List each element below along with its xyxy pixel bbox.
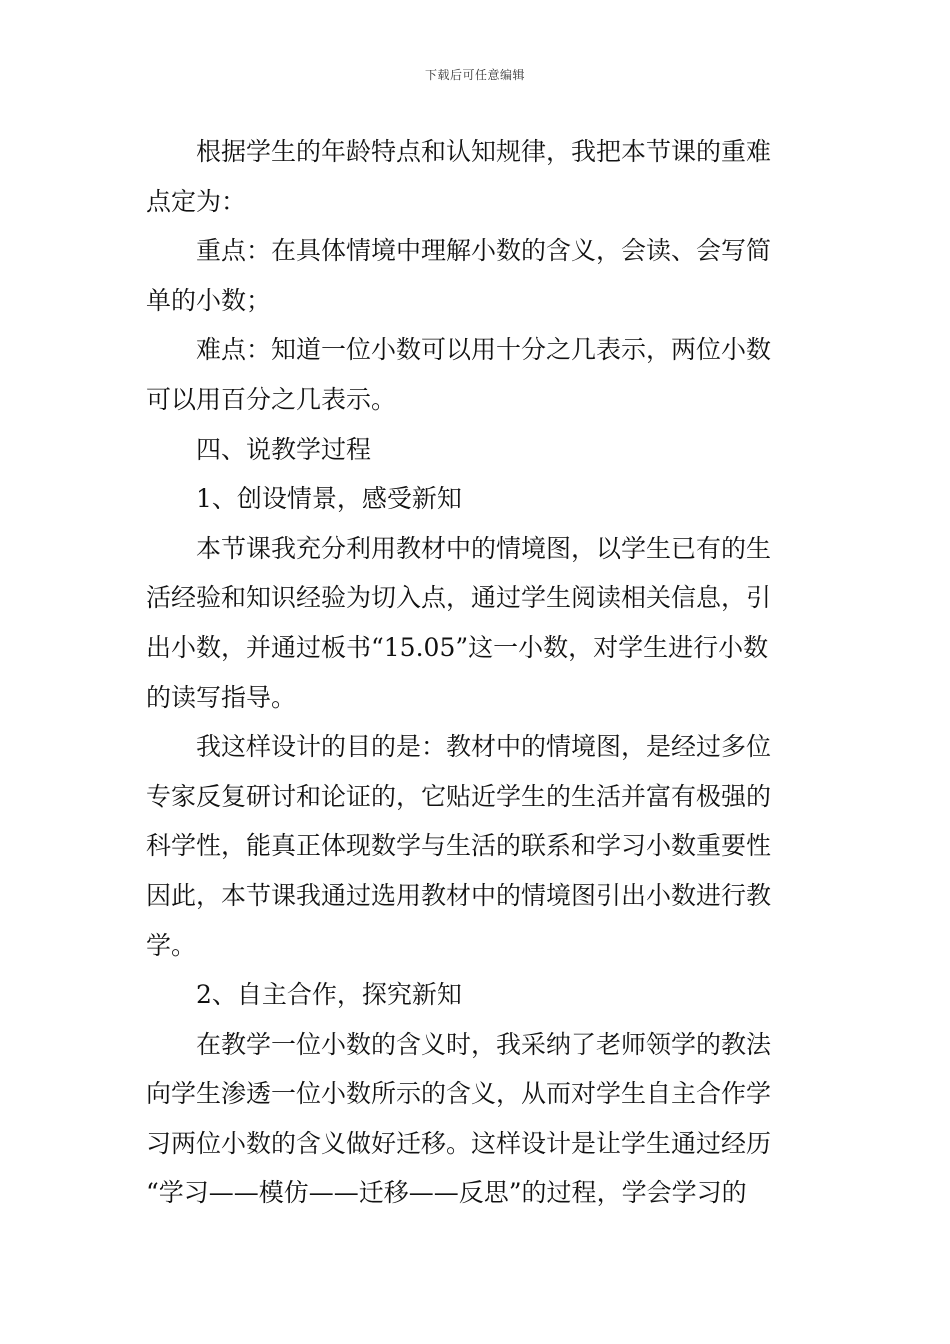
text-line: 点定为： xyxy=(146,186,247,216)
text-line: 科学性，能真正体现数学与生活的联系和学习小数重要性 xyxy=(146,831,772,861)
text-line: 根据学生的年龄特点和认知规律，我把本节课的重难 xyxy=(196,137,772,166)
section-heading xyxy=(146,425,806,475)
document-body xyxy=(146,127,806,1218)
text-line: 出小数，并通过板书“15.05”这一小数，对学生进行小数 xyxy=(146,632,769,662)
subsection-heading xyxy=(146,474,806,524)
text-line: 2、自主合作，探究新知 xyxy=(196,980,462,1010)
text-line: 我这样设计的目的是：教材中的情境图，是经过多位 xyxy=(196,732,772,762)
text-line: 因此，本节课我通过选用教材中的情境图引出小数进行教 xyxy=(146,880,772,910)
text-line: 单的小数； xyxy=(146,285,272,315)
text-line: 可以用百分之几表示。 xyxy=(146,384,397,414)
text-line: 本节课我充分利用教材中的情境图，以学生已有的生 xyxy=(196,533,772,563)
subsection-heading xyxy=(146,970,806,1020)
text-line: 专家反复研讨和论证的，它贴近学生的生活并富有极强的 xyxy=(146,781,772,811)
text-line: 活经验和知识经验为切入点，通过学生阅读相关信息，引 xyxy=(146,583,772,613)
text-line: 四、说教学过程 xyxy=(196,434,372,464)
text-line: 重点：在具体情境中理解小数的含义，会读、会写简 xyxy=(196,236,772,266)
page-header: 下载后可任意编辑 xyxy=(424,68,525,82)
text-line: 学。 xyxy=(146,930,197,960)
text-line: 1、创设情景，感受新知 xyxy=(196,484,462,514)
text-line: 难点：知道一位小数可以用十分之几表示，两位小数 xyxy=(196,335,772,365)
paragraph xyxy=(146,226,806,325)
paragraph xyxy=(146,127,806,226)
paragraph xyxy=(146,524,806,722)
text-line: 习两位小数的含义做好迁移。这样设计是让学生通过经历 xyxy=(146,1128,772,1158)
paragraph xyxy=(146,1020,806,1218)
text-line: 在教学一位小数的含义时，我采纳了老师领学的教法 xyxy=(196,1029,772,1059)
paragraph xyxy=(146,722,806,970)
text-line: 向学生渗透一位小数所示的含义，从而对学生自主合作学 xyxy=(146,1079,772,1109)
text-line: “学习——模仿——迁移——反思”的过程，学会学习的 xyxy=(146,1178,747,1208)
paragraph xyxy=(146,325,806,424)
text-line: 的读写指导。 xyxy=(146,682,297,712)
